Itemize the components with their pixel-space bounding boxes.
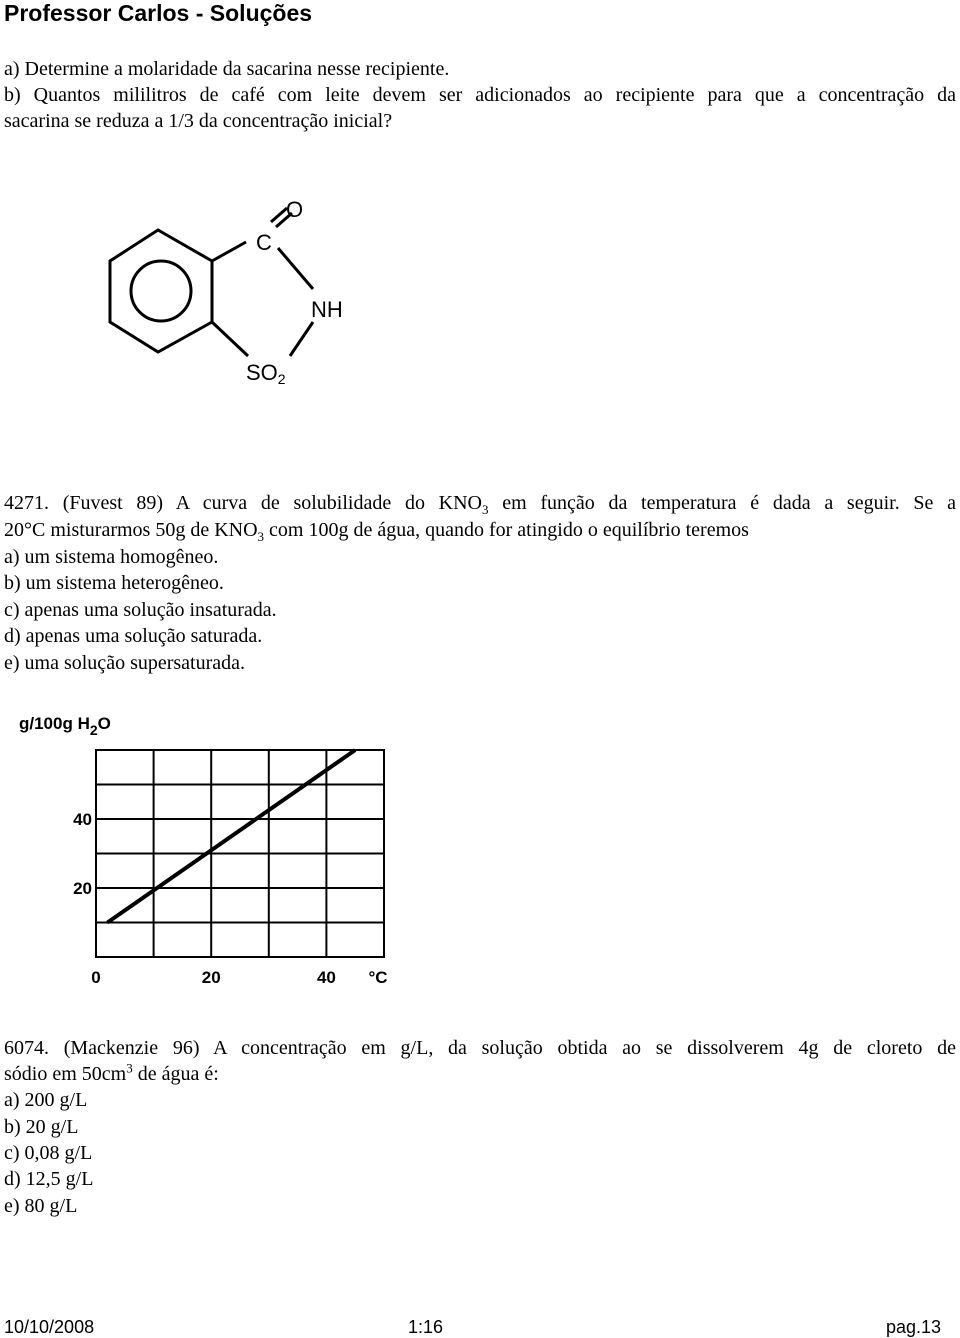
structure-label-nh: NH: [311, 297, 343, 322]
chart-x-tick-label: 0: [91, 968, 101, 987]
q6074-option-a: a) 200 g/L: [4, 1089, 88, 1111]
structure-label-so2: SO2: [246, 360, 286, 387]
chart-x-tick-label: 40: [316, 968, 336, 987]
q4271-option-a: a) um sistema homogêneo.: [4, 546, 219, 568]
q4271-statement-line1: 4271. (Fuvest 89) A curva de solubilidade do $KNO_3$ em função da temperatura é dada a seguir. Se a: [4, 492, 956, 517]
footer-page: pag.13: [886, 1317, 942, 1337]
q6074-statement-line1: 6074. (Mackenzie 96) A concentração em g/L, da solução obtida ao se dissolverem 4g de cloreto de: [4, 1037, 956, 1059]
saccharin-structure: [100, 188, 360, 388]
question-item-b-line2: sacarina se reduza a 1/3 da concentração inicial?: [4, 110, 393, 132]
chart-x-tick-label: 20: [201, 968, 221, 987]
chart-y-tick-label: 20: [73, 879, 92, 898]
q4271-option-e: e) uma solução supersaturada.: [4, 652, 246, 674]
q4271-statement-line2: 20°C misturarmos 50g de $KNO_3$ com 100g de água, quando for atingido o equilíbrio teremos: [4, 519, 749, 544]
q6074-option-c: c) 0,08 g/L: [4, 1142, 93, 1164]
q6074-option-d: d) 12,5 g/L: [4, 1168, 94, 1190]
q4271-option-c: c) apenas uma solução insaturada.: [4, 599, 277, 621]
chart-series: [108, 750, 356, 923]
chart-y-label: g/100g $H_2O$: [19, 714, 111, 738]
chart-ticks: [73, 810, 336, 987]
chart-x-unit: °C: [368, 968, 388, 987]
page-title: Professor Carlos - Soluções: [4, 0, 313, 26]
chart-y-tick-label: 40: [73, 810, 92, 829]
q4271-option-b: b) um sistema heterogêneo.: [4, 572, 224, 594]
question-item-a: a) Determine a molaridade da sacarina nesse recipiente.: [4, 58, 450, 80]
q4271-option-d: d) apenas uma solução saturada.: [4, 625, 263, 647]
chart-grid: [96, 750, 384, 957]
question-item-b-line1: b) Quantos mililitros de café com leite devem ser adicionados ao recipiente para que a concentração da: [4, 84, 956, 106]
footer-time: 1:16: [408, 1317, 444, 1337]
footer-date: 10/10/2008: [4, 1317, 95, 1337]
solubility-chart: [14, 705, 394, 995]
structure-label-c: C: [256, 230, 272, 255]
q6074-statement-line2: sódio em $50cm^3$ de água é:: [4, 1060, 219, 1085]
chart-series-line: [108, 750, 356, 923]
q6074-option-e: e) 80 g/L: [4, 1195, 78, 1217]
structure-label-o: O: [286, 197, 304, 222]
q6074-option-b: b) 20 g/L: [4, 1116, 79, 1138]
